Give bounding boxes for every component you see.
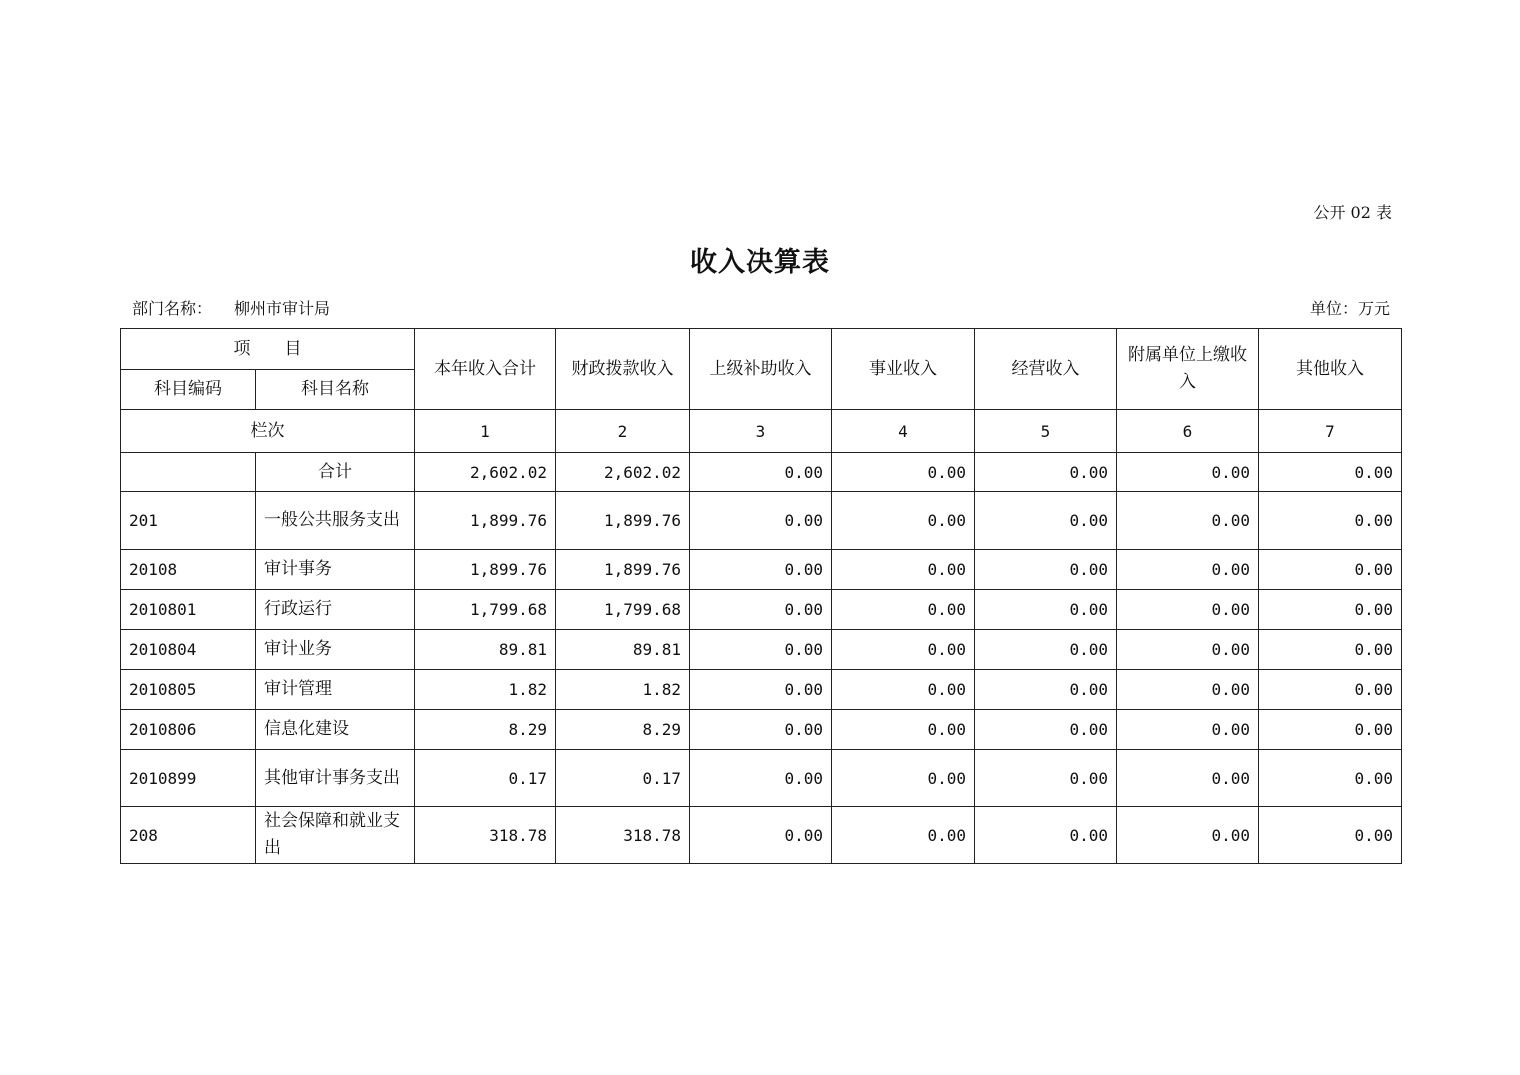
- header-col2: 财政拨款收入: [556, 329, 690, 410]
- row-value: 0.00: [1259, 590, 1402, 630]
- row-value: 0.00: [1259, 453, 1402, 492]
- row-value: 0.00: [975, 670, 1117, 710]
- index-num: 6: [1117, 410, 1259, 453]
- header-code: 科目编码: [121, 370, 256, 410]
- row-value: 0.00: [1259, 750, 1402, 807]
- row-value: 0.00: [832, 550, 975, 590]
- row-value: 1,899.76: [415, 492, 556, 550]
- row-value: 0.00: [690, 710, 832, 750]
- row-value: 0.00: [690, 453, 832, 492]
- row-value: 1.82: [415, 670, 556, 710]
- row-value: 0.00: [690, 550, 832, 590]
- row-value: 0.00: [832, 710, 975, 750]
- index-num: 1: [415, 410, 556, 453]
- row-value: 0.00: [975, 492, 1117, 550]
- header-col3: 上级补助收入: [690, 329, 832, 410]
- row-value: 0.00: [1259, 670, 1402, 710]
- row-code: 2010806: [121, 710, 256, 750]
- row-value: 0.00: [975, 807, 1117, 864]
- row-value: 1,899.76: [556, 492, 690, 550]
- row-value: 0.00: [832, 750, 975, 807]
- header-col5: 经营收入: [975, 329, 1117, 410]
- row-value: 0.00: [832, 590, 975, 630]
- row-value: 0.00: [690, 492, 832, 550]
- row-code: 2010801: [121, 590, 256, 630]
- row-value: 2,602.02: [415, 453, 556, 492]
- row-value: 0.00: [690, 750, 832, 807]
- table-row: [121, 550, 1402, 590]
- row-value: 0.00: [690, 670, 832, 710]
- row-value: 0.00: [1259, 807, 1402, 864]
- row-value: 1,799.68: [556, 590, 690, 630]
- form-number: 公开 02 表: [1313, 203, 1392, 222]
- row-name: 其他审计事务支出: [256, 750, 415, 807]
- row-value: 0.00: [690, 807, 832, 864]
- row-name: 合计: [256, 453, 415, 492]
- table-row: [121, 750, 1402, 807]
- row-code: [121, 453, 256, 492]
- table-row: [121, 492, 1402, 550]
- row-code: 201: [121, 492, 256, 550]
- row-value: 8.29: [415, 710, 556, 750]
- row-value: 0.17: [556, 750, 690, 807]
- table-row: [121, 453, 1402, 492]
- row-value: 1,799.68: [415, 590, 556, 630]
- row-value: 89.81: [556, 630, 690, 670]
- index-num: 3: [690, 410, 832, 453]
- row-name: 行政运行: [256, 590, 415, 630]
- row-value: 318.78: [556, 807, 690, 864]
- row-value: 0.00: [1117, 630, 1259, 670]
- row-value: 0.00: [975, 453, 1117, 492]
- row-value: 0.00: [1259, 492, 1402, 550]
- header-col7: 其他收入: [1259, 329, 1402, 410]
- row-value: 0.00: [1117, 807, 1259, 864]
- row-value: 0.00: [832, 807, 975, 864]
- row-name: 审计管理: [256, 670, 415, 710]
- table-row: [121, 807, 1402, 864]
- header-item: 项 目: [121, 329, 415, 370]
- row-value: 0.00: [1117, 670, 1259, 710]
- row-value: 0.00: [832, 453, 975, 492]
- row-name: 一般公共服务支出: [256, 492, 415, 550]
- row-code: 2010805: [121, 670, 256, 710]
- row-value: 0.00: [1259, 550, 1402, 590]
- department-label: 部门名称：: [132, 299, 213, 318]
- row-value: 8.29: [556, 710, 690, 750]
- row-value: 0.00: [1259, 630, 1402, 670]
- row-name: 审计业务: [256, 630, 415, 670]
- row-value: 0.00: [975, 750, 1117, 807]
- department-line: [132, 296, 330, 319]
- row-value: 0.00: [690, 630, 832, 670]
- row-value: 1,899.76: [556, 550, 690, 590]
- row-code: 20108: [121, 550, 256, 590]
- row-value: 0.00: [832, 492, 975, 550]
- row-code: 2010899: [121, 750, 256, 807]
- page-title: 收入决算表: [690, 247, 830, 278]
- row-value: 0.17: [415, 750, 556, 807]
- header-col1: 本年收入合计: [415, 329, 556, 410]
- row-value: 0.00: [690, 590, 832, 630]
- index-num: 2: [556, 410, 690, 453]
- row-code: 2010804: [121, 630, 256, 670]
- row-code: 208: [121, 807, 256, 864]
- row-value: 0.00: [832, 630, 975, 670]
- row-value: 1.82: [556, 670, 690, 710]
- row-name: 社会保障和就业支出: [256, 807, 415, 864]
- table-row: [121, 590, 1402, 630]
- header-col6: 附属单位上缴收入: [1117, 329, 1259, 410]
- row-value: 1,899.76: [415, 550, 556, 590]
- row-value: 0.00: [1117, 550, 1259, 590]
- row-value: 0.00: [832, 670, 975, 710]
- row-value: 0.00: [1117, 750, 1259, 807]
- index-num: 7: [1259, 410, 1402, 453]
- row-value: 89.81: [415, 630, 556, 670]
- index-num: 4: [832, 410, 975, 453]
- index-num: 5: [975, 410, 1117, 453]
- row-value: 0.00: [1259, 710, 1402, 750]
- row-value: 0.00: [1117, 590, 1259, 630]
- row-value: 2,602.02: [556, 453, 690, 492]
- row-value: 0.00: [1117, 710, 1259, 750]
- row-value: 0.00: [975, 550, 1117, 590]
- header-name: 科目名称: [256, 370, 415, 410]
- row-value: 0.00: [1117, 453, 1259, 492]
- row-value: 0.00: [975, 630, 1117, 670]
- row-value: 0.00: [975, 590, 1117, 630]
- table-row: [121, 630, 1402, 670]
- row-value: 0.00: [975, 710, 1117, 750]
- row-name: 信息化建设: [256, 710, 415, 750]
- index-label: 栏次: [121, 410, 415, 453]
- table-row: [121, 710, 1402, 750]
- row-value: 0.00: [1117, 492, 1259, 550]
- unit-label: 单位：万元: [1309, 299, 1390, 318]
- row-name: 审计事务: [256, 550, 415, 590]
- department-value: 柳州市审计局: [234, 299, 331, 318]
- row-value: 318.78: [415, 807, 556, 864]
- table-row: [121, 670, 1402, 710]
- header-col4: 事业收入: [832, 329, 975, 410]
- income-table: [120, 328, 1402, 864]
